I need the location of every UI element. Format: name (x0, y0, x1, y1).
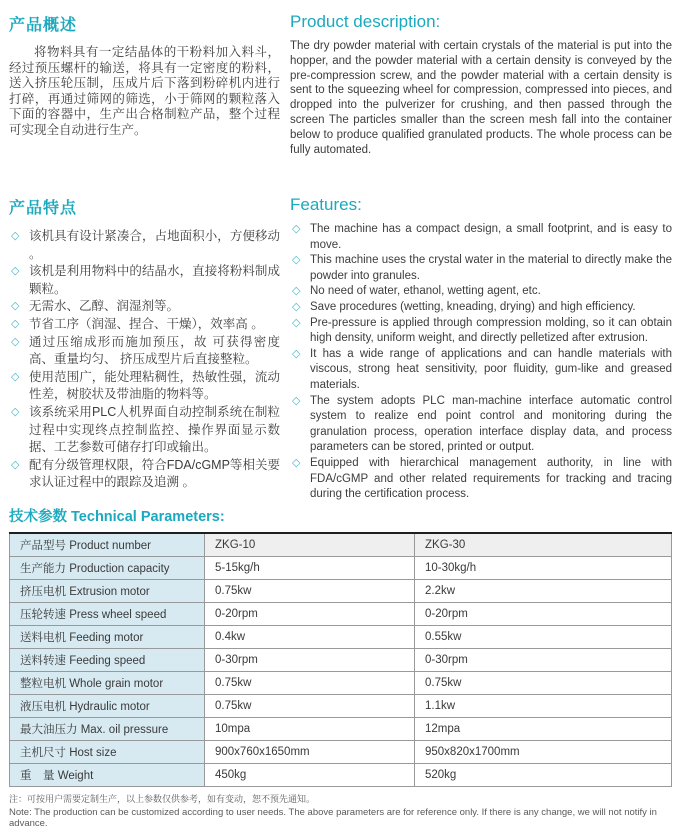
param-value-zkg30: 0.75kw (415, 671, 672, 694)
table-row (10, 717, 672, 740)
list-item-text: 使用范围广，能处理粘稠性，热敏性强，流动性差，树胶状及带油脂的物料等。 (29, 369, 280, 402)
list-item-text: This machine uses the crystal water in the material to directly make the powder into granules. (310, 254, 672, 282)
param-value-zkg30: 950x820x1700mm (415, 740, 672, 763)
features-en-title: Features: (290, 195, 362, 214)
table-row (10, 602, 672, 625)
table-row (10, 763, 672, 786)
table-row (10, 740, 672, 763)
list-item (290, 284, 672, 300)
diamond-bullet-icon: ◇ (11, 335, 20, 348)
param-value-zkg10: ZKG-10 (205, 533, 415, 556)
param-value-zkg10: 0.75kw (205, 694, 415, 717)
list-item-text: Equipped with hierarchical management authority, in line with FDA/cGMP and other related requirements for tracking and tracing during the certification process. (310, 456, 672, 501)
features-en-section (290, 195, 672, 505)
technical-parameters-title: 技术参数 Technical Parameters: (9, 509, 225, 525)
diamond-bullet-icon: ◇ (11, 405, 20, 418)
param-value-zkg10: 0-20rpm (205, 602, 415, 625)
table-row (10, 625, 672, 648)
list-item (9, 316, 280, 334)
param-value-zkg10: 5-15kg/h (205, 556, 415, 579)
list-item (9, 404, 280, 457)
diamond-bullet-icon: ◇ (11, 370, 20, 383)
param-value-zkg10: 0.75kw (205, 579, 415, 602)
param-value-zkg10: 10mpa (205, 717, 415, 740)
list-item (290, 253, 672, 284)
list-item (9, 334, 280, 369)
param-label: 送料转速 Feeding speed (10, 648, 205, 671)
param-value-zkg30: 0.55kw (415, 625, 672, 648)
diamond-bullet-icon: ◇ (292, 456, 301, 469)
param-label: 重 量 Weight (10, 763, 205, 786)
features-row (9, 195, 672, 505)
list-item (9, 263, 280, 298)
table-row (10, 648, 672, 671)
overview-row (9, 12, 672, 195)
param-label: 最大油压力 Max. oil pressure (10, 717, 205, 740)
technical-parameters-table (9, 532, 672, 787)
list-item (9, 228, 280, 263)
diamond-bullet-icon: ◇ (292, 394, 301, 407)
diamond-bullet-icon: ◇ (11, 317, 20, 330)
list-item-text: 配有分级管理权限，符合FDA/cGMP等相关要求认证过程中的跟踪及追溯 。 (29, 457, 280, 490)
overview-cn-body: 将物料具有一定结晶体的干粉料加入料斗，经过预压螺杆的输送，将具有一定密度的粉料，送入挤压轮压制，压成片后下落到粉碎机内进行打碎，再通过筛网的筛选，小于筛网的颗粒落入下面的容器中，生产出合格制粒产品，整个过程可实现全自动进行生产。 (9, 45, 280, 137)
param-label: 送料电机 Feeding motor (10, 625, 205, 648)
param-label: 液压电机 Hydraulic motor (10, 694, 205, 717)
overview-cn-title: 产品概述 (9, 17, 78, 34)
table-row (10, 671, 672, 694)
list-item (9, 457, 280, 492)
param-label: 生产能力 Production capacity (10, 556, 205, 579)
param-value-zkg30: 10-30kg/h (415, 556, 672, 579)
list-item (290, 316, 672, 347)
diamond-bullet-icon: ◇ (292, 347, 301, 360)
overview-cn-section (9, 12, 280, 195)
list-item-text: It has a wide range of applications and can handle materials with viscous, strong heat sensitivity, poor fluidity, gum-like and greased materials. (310, 347, 672, 391)
note-en: Note: The production can be customized according to user needs. The above parameters are for reference only. If there is any change, we will not notify in advance. (9, 806, 657, 829)
list-item (290, 394, 672, 456)
param-value-zkg10: 0.4kw (205, 625, 415, 648)
table-row (10, 579, 672, 602)
table-row (10, 556, 672, 579)
param-value-zkg30: 0-30rpm (415, 648, 672, 671)
param-value-zkg30: 0-20rpm (415, 602, 672, 625)
footer-notes (9, 792, 672, 829)
diamond-bullet-icon: ◇ (292, 300, 301, 313)
param-label: 产品型号 Product number (10, 533, 205, 556)
list-item (290, 222, 672, 253)
list-item (290, 300, 672, 316)
param-value-zkg10: 0.75kw (205, 671, 415, 694)
param-value-zkg10: 450kg (205, 763, 415, 786)
param-label: 整粒电机 Whole grain motor (10, 671, 205, 694)
param-value-zkg30: 1.1kw (415, 694, 672, 717)
table-row (10, 533, 672, 556)
diamond-bullet-icon: ◇ (292, 316, 301, 329)
features-en-list (290, 222, 672, 503)
diamond-bullet-icon: ◇ (292, 223, 301, 235)
list-item (290, 347, 672, 394)
note-cn: 注：可按用户需要定制生产，以上参数仅供参考，如有变动，恕不预先通知。 (9, 793, 316, 804)
param-value-zkg30: 520kg (415, 763, 672, 786)
overview-en-body: The dry powder material with certain crystals of the material is put into the hopper, and the powder material with a certain density is conveyed by the pre-compression screw, and the powder material with a certain density is sent to the squeezing wheel for compression, compressed into pieces, and dropped into the pulverizer for crushing, and then passed through the screen The particles smaller than the screen mesh fall into the container below to produce qualified granulated products. The whole process can be fully automated. (290, 40, 672, 156)
diamond-bullet-icon: ◇ (292, 285, 301, 298)
list-item (9, 298, 280, 316)
overview-en-title: Product description: (290, 12, 441, 31)
param-label: 主机尺寸 Host size (10, 740, 205, 763)
list-item-text: No need of water, ethanol, wetting agent, etc. (310, 285, 541, 298)
table-row (10, 694, 672, 717)
list-item-text: 无需水、乙醇、润湿剂等。 (29, 299, 180, 314)
param-label: 挤压电机 Extrusion motor (10, 579, 205, 602)
diamond-bullet-icon: ◇ (11, 230, 20, 242)
list-item (9, 369, 280, 404)
technical-parameters-section (9, 505, 672, 787)
list-item-text: Save procedures (wetting, kneading, drying) and high efficiency. (310, 300, 636, 313)
list-item-text: 该机具有设计紧凑合，占地面积小，方便移动 。 (29, 229, 280, 261)
features-cn-section (9, 195, 280, 505)
diamond-bullet-icon: ◇ (292, 254, 301, 267)
diamond-bullet-icon: ◇ (11, 300, 20, 313)
list-item-text: 节省工序（润湿、捏合、干燥），效率高 。 (29, 316, 264, 331)
param-value-zkg10: 0-30rpm (205, 648, 415, 671)
param-value-zkg30: 12mpa (415, 717, 672, 740)
list-item-text: 通过压缩成形而施加预压，故 可获得密度高、重量均匀、 挤压成型片后直接整粒。 (29, 334, 280, 367)
list-item-text: 该系统采用PLC人机界面自动控制系统在制粒过程中实现终点控制监控、操作界面显示数据、工艺参数可储存打印或输出。 (29, 404, 280, 455)
param-value-zkg10: 900x760x1650mm (205, 740, 415, 763)
features-cn-title: 产品特点 (9, 200, 78, 217)
param-label: 压轮转速 Press wheel speed (10, 602, 205, 625)
list-item (290, 456, 672, 503)
list-item-text: Pre-pressure is applied through compression molding, so it can obtain high density, uniform weight, and directly pelletized after extrusion. (310, 316, 672, 345)
list-item-text: The machine has a compact design, a small footprint, and is easy to move. (310, 223, 672, 251)
overview-en-section (290, 12, 672, 195)
list-item-text: 该机是利用物料中的结晶水，直接将粉料制成颗粒。 (29, 264, 280, 296)
diamond-bullet-icon: ◇ (11, 458, 20, 471)
diamond-bullet-icon: ◇ (11, 265, 20, 278)
features-cn-list (9, 228, 280, 492)
param-value-zkg30: 2.2kw (415, 579, 672, 602)
param-value-zkg30: ZKG-30 (415, 533, 672, 556)
list-item-text: The system adopts PLC man-machine interface automatic control system to realize end point control and monitoring during the granulation process, operation interface display data, and process parameters can be stored, printed or output. (310, 394, 672, 454)
